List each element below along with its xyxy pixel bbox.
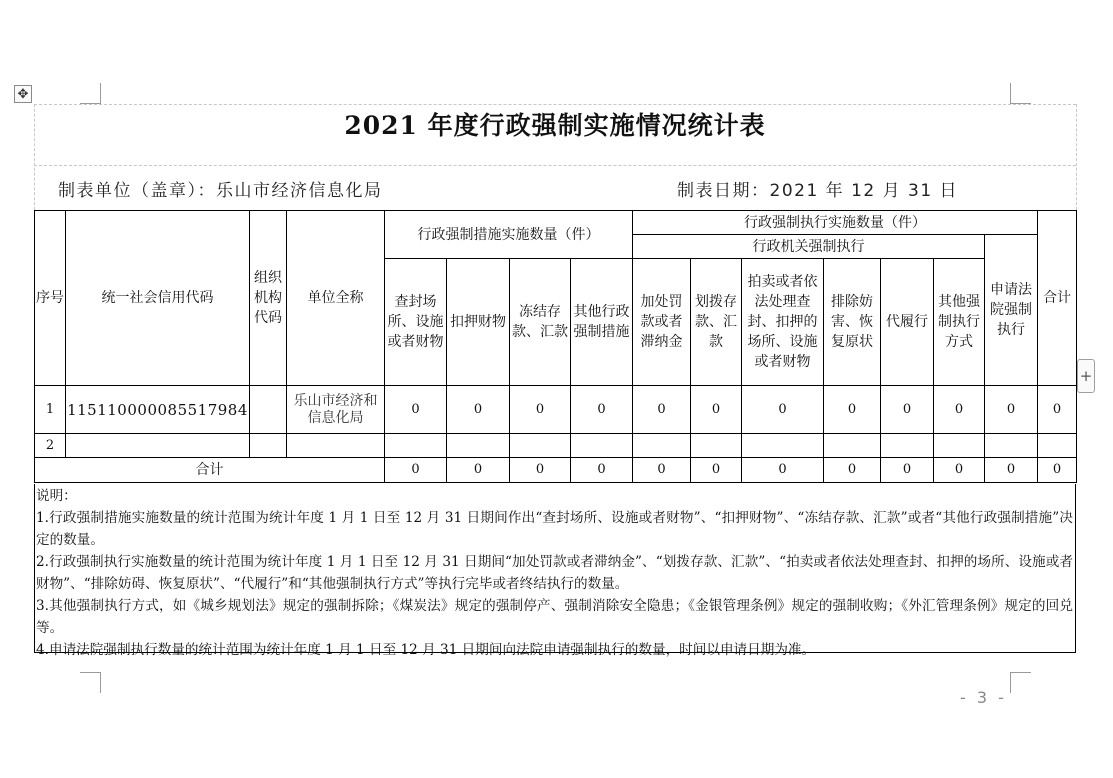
crop-mark-bottom-left bbox=[80, 672, 101, 693]
move-cross-icon[interactable]: ✥ bbox=[14, 85, 32, 103]
note-item: 4.申请法院强制执行数量的统计范围为统计年度 1 月 1 日至 12 月 31 日期间向法院申请强制执行的数量，时间以申请日期为准。 bbox=[36, 642, 816, 658]
row-value[interactable] bbox=[633, 434, 691, 458]
notes-block[interactable] bbox=[34, 484, 1076, 658]
total-value[interactable]: 0 bbox=[385, 458, 447, 483]
row-value[interactable] bbox=[1038, 434, 1077, 458]
header-credit-code: 统一社会信用代码 bbox=[66, 211, 250, 386]
row-value[interactable]: 0 bbox=[633, 386, 691, 434]
total-value[interactable]: 0 bbox=[881, 458, 934, 483]
page-number: - 3 - bbox=[960, 688, 1007, 707]
header-execution-group: 行政强制执行实施数量（件） bbox=[633, 211, 1038, 235]
row-value[interactable] bbox=[571, 434, 633, 458]
total-value[interactable]: 0 bbox=[934, 458, 985, 483]
page-title: 2021 年度行政强制实施情况统计表 bbox=[344, 111, 766, 140]
row-org-code[interactable] bbox=[250, 434, 287, 458]
header-agency-substitute: 代履行 bbox=[881, 259, 934, 386]
header-agency-penalty: 加处罚款或者滞纳金 bbox=[633, 259, 691, 386]
table-row bbox=[35, 434, 1077, 458]
row-value[interactable] bbox=[385, 434, 447, 458]
row-seq[interactable]: 2 bbox=[35, 434, 66, 458]
total-row bbox=[35, 458, 1077, 483]
header-agency-transfer: 划拨存款、汇款 bbox=[691, 259, 742, 386]
report-date: 制表日期：2021 年 12 月 31 日 bbox=[677, 181, 959, 201]
row-value[interactable] bbox=[881, 434, 934, 458]
title-row-bottom-border bbox=[34, 165, 1076, 166]
row-org-code[interactable] bbox=[250, 386, 287, 434]
header-measure-seal: 查封场所、设施或者财物 bbox=[385, 259, 447, 386]
row-value[interactable] bbox=[447, 434, 510, 458]
row-value[interactable] bbox=[824, 434, 881, 458]
row-seq[interactable]: 1 bbox=[35, 386, 66, 434]
row-value[interactable]: 0 bbox=[691, 386, 742, 434]
row-value[interactable] bbox=[742, 434, 824, 458]
row-unit-name[interactable]: 乐山市经济和信息化局 bbox=[287, 386, 385, 434]
header-total: 合计 bbox=[1038, 211, 1077, 386]
header-agency-auction: 拍卖或者依法处理查封、扣押的场所、设施或者财物 bbox=[742, 259, 824, 386]
crop-mark-bottom-right bbox=[1010, 672, 1031, 693]
header-court: 申请法院强制执行 bbox=[985, 235, 1038, 386]
total-label: 合计 bbox=[35, 458, 385, 483]
row-value[interactable]: 0 bbox=[742, 386, 824, 434]
header-measure-other: 其他行政强制措施 bbox=[571, 259, 633, 386]
header-agency-remove: 排除妨害、恢复原状 bbox=[824, 259, 881, 386]
row-value[interactable]: 0 bbox=[447, 386, 510, 434]
header-org-code: 组织机构代码 bbox=[250, 211, 287, 386]
crop-mark-top-right bbox=[1010, 83, 1031, 104]
row-value[interactable]: 0 bbox=[881, 386, 934, 434]
title-row-top-border bbox=[34, 104, 1076, 105]
row-value[interactable]: 0 bbox=[934, 386, 985, 434]
issuing-unit: 制表单位（盖章）：乐山市经济信息化局 bbox=[58, 181, 383, 201]
total-value[interactable]: 0 bbox=[742, 458, 824, 483]
total-value[interactable]: 0 bbox=[824, 458, 881, 483]
row-value[interactable] bbox=[510, 434, 571, 458]
row-value[interactable]: 0 bbox=[1038, 386, 1077, 434]
note-item: 3.其他强制执行方式，如《城乡规划法》规定的强制拆除；《煤炭法》规定的强制停产、强制消除安全隐患；《金银管理条例》规定的强制收购；《外汇管理条例》规定的回兑等。 bbox=[36, 598, 1073, 636]
table-row bbox=[35, 386, 1077, 434]
notes-heading: 说明： bbox=[36, 488, 77, 504]
total-value[interactable]: 0 bbox=[571, 458, 633, 483]
note-item: 1.行政强制措施实施数量的统计范围为统计年度 1 月 1 日至 12 月 31 日期间作出“查封场所、设施或者财物”、“扣押财物”、“冻结存款、汇款”或者“其他行政强制措施”决定的数量。 bbox=[36, 510, 1073, 548]
total-value[interactable]: 0 bbox=[691, 458, 742, 483]
note-item: 2.行政强制执行实施数量的统计范围为统计年度 1 月 1 日至 12 月 31 日期间“加处罚款或者滞纳金”、“划拨存款、汇款”、“拍卖或者依法处理查封、扣押的场所、设施或者财物”、“排除妨碍、恢复原状”、“代履行”和“其他强制执行方式”等执行完毕或者终结执行的数量。 bbox=[36, 554, 1073, 592]
row-value[interactable] bbox=[934, 434, 985, 458]
plus-icon[interactable]: + bbox=[1077, 359, 1095, 393]
statistics-table bbox=[34, 210, 1077, 483]
row-value[interactable]: 0 bbox=[985, 386, 1038, 434]
header-unit-name: 单位全称 bbox=[287, 211, 385, 386]
row-credit-code[interactable] bbox=[66, 434, 250, 458]
total-value[interactable]: 0 bbox=[985, 458, 1038, 483]
row-value[interactable] bbox=[985, 434, 1038, 458]
row-value[interactable]: 0 bbox=[510, 386, 571, 434]
header-seq: 序号 bbox=[35, 211, 66, 386]
total-value[interactable]: 0 bbox=[1038, 458, 1077, 483]
header-measure-seize: 扣押财物 bbox=[447, 259, 510, 386]
row-credit-code[interactable]: 115110000085517984 bbox=[66, 386, 250, 434]
row-value[interactable]: 0 bbox=[385, 386, 447, 434]
row-value[interactable] bbox=[691, 434, 742, 458]
header-agency-group: 行政机关强制执行 bbox=[633, 235, 985, 259]
header-agency-other: 其他强制执行方式 bbox=[934, 259, 985, 386]
total-value[interactable]: 0 bbox=[633, 458, 691, 483]
row-unit-name[interactable] bbox=[287, 434, 385, 458]
header-measure-freeze: 冻结存款、汇款 bbox=[510, 259, 571, 386]
crop-mark-top-left bbox=[80, 83, 101, 104]
total-value[interactable]: 0 bbox=[447, 458, 510, 483]
row-value[interactable]: 0 bbox=[571, 386, 633, 434]
row-value[interactable]: 0 bbox=[824, 386, 881, 434]
total-value[interactable]: 0 bbox=[510, 458, 571, 483]
title-right-border bbox=[1076, 104, 1077, 210]
header-measures-group: 行政强制措施实施数量（件） bbox=[385, 211, 633, 259]
